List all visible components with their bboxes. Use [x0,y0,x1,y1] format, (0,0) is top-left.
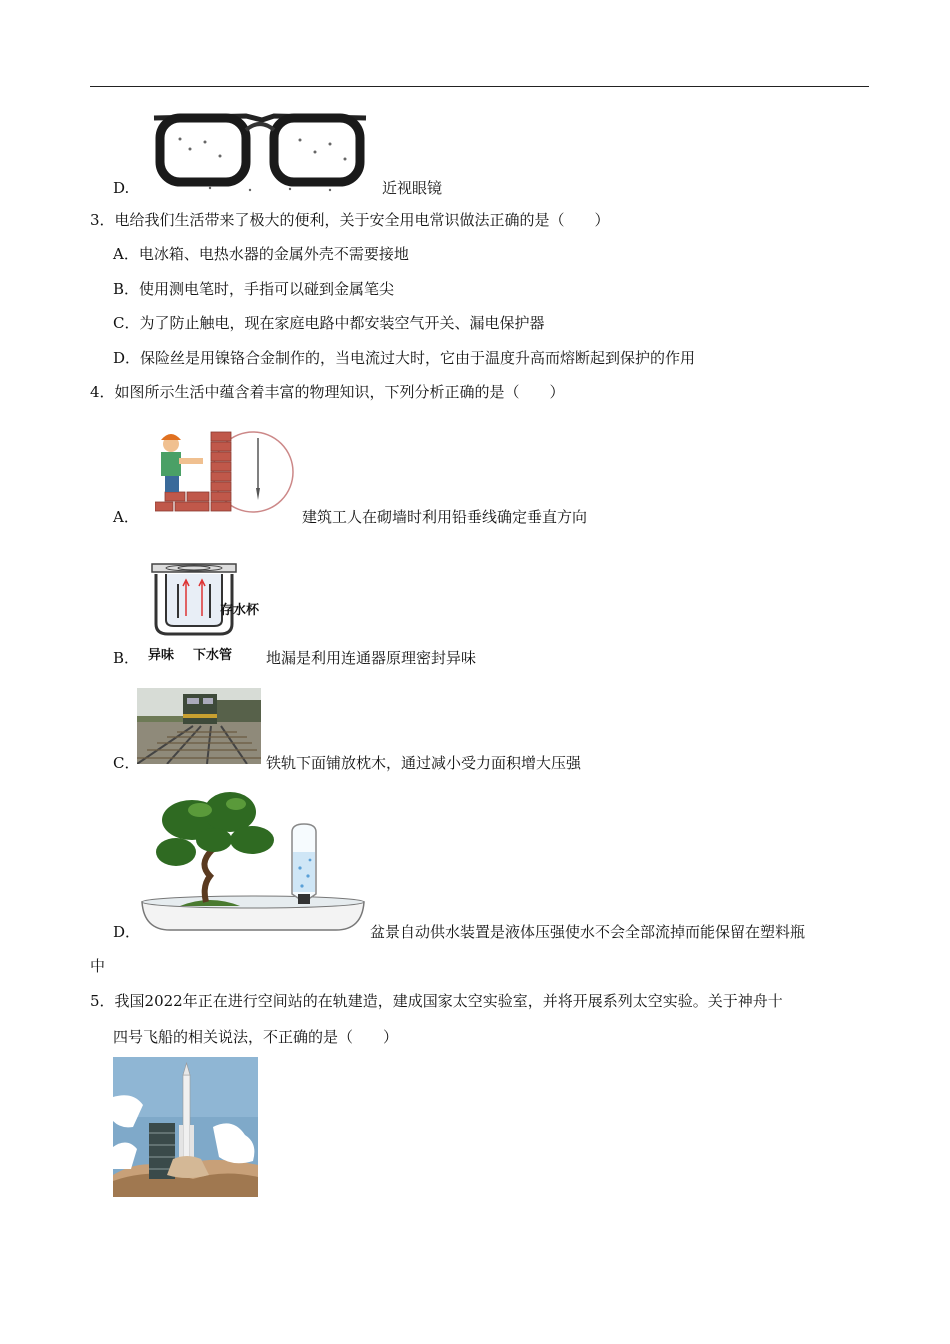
q4-option-b-text: 地漏是利用连通器原理密封异味 [266,649,477,667]
q4-option-b-letter: B． [113,649,140,667]
rocket-launch-photo [113,1057,258,1197]
odor-label: 异味 [148,648,175,663]
railway-photo [137,688,261,764]
glasses-figure [150,104,370,194]
q3-option-d: D．保险丝是用镍铬合金制作的，当电流过大时，它由于温度升高而熔断起到保护的作用 [113,349,696,367]
header-rule [90,86,869,87]
q2-option-d-text: 近视眼镜 [382,179,443,197]
q5-stem-line2: 四号飞船的相关说法，不正确的是（ ） [113,1028,399,1046]
q3-stem: 3．电给我们生活带来了极大的便利，关于安全用电常识做法正确的是（ ） [90,211,610,229]
plumb-line-figure [155,428,297,514]
q5-stem-line1: 5．我国2022年正在进行空间站的在轨建造，建成国家太空实验室，并将开展系列太空实验。关于神舟十 [90,992,783,1010]
q4-option-a-letter: A． [113,508,139,526]
q4-option-a-text: 建筑工人在砌墙时利用铅垂线确定垂直方向 [302,508,588,526]
drain-pipe-label: 下水管 [193,648,233,663]
q4-option-d-letter: D． [113,923,141,941]
q3-option-a: A．电冰箱、电热水器的金属外壳不需要接地 [113,245,409,263]
cup-label: 存水杯 [220,603,260,618]
q4-option-c-letter: C． [113,754,140,772]
bonsai-watering-figure [140,790,366,932]
q3-option-c: C．为了防止触电，现在家庭电路中都安装空气开关、漏电保护器 [113,314,545,332]
q4-stem: 4．如图所示生活中蕴含着丰富的物理知识，下列分析正确的是（ ） [90,383,565,401]
q3-option-b: B．使用测电笔时，手指可以碰到金属笔尖 [113,280,395,298]
q2-option-d-letter: D. [113,179,130,197]
q4-option-d-continuation: 中 [90,957,106,975]
q4-option-c-text: 铁轨下面铺放枕木，通过减小受力面积增大压强 [266,754,582,772]
q4-option-d-text: 盆景自动供水装置是液体压强使水不会全部流掉而能保留在塑料瓶 [370,923,806,941]
